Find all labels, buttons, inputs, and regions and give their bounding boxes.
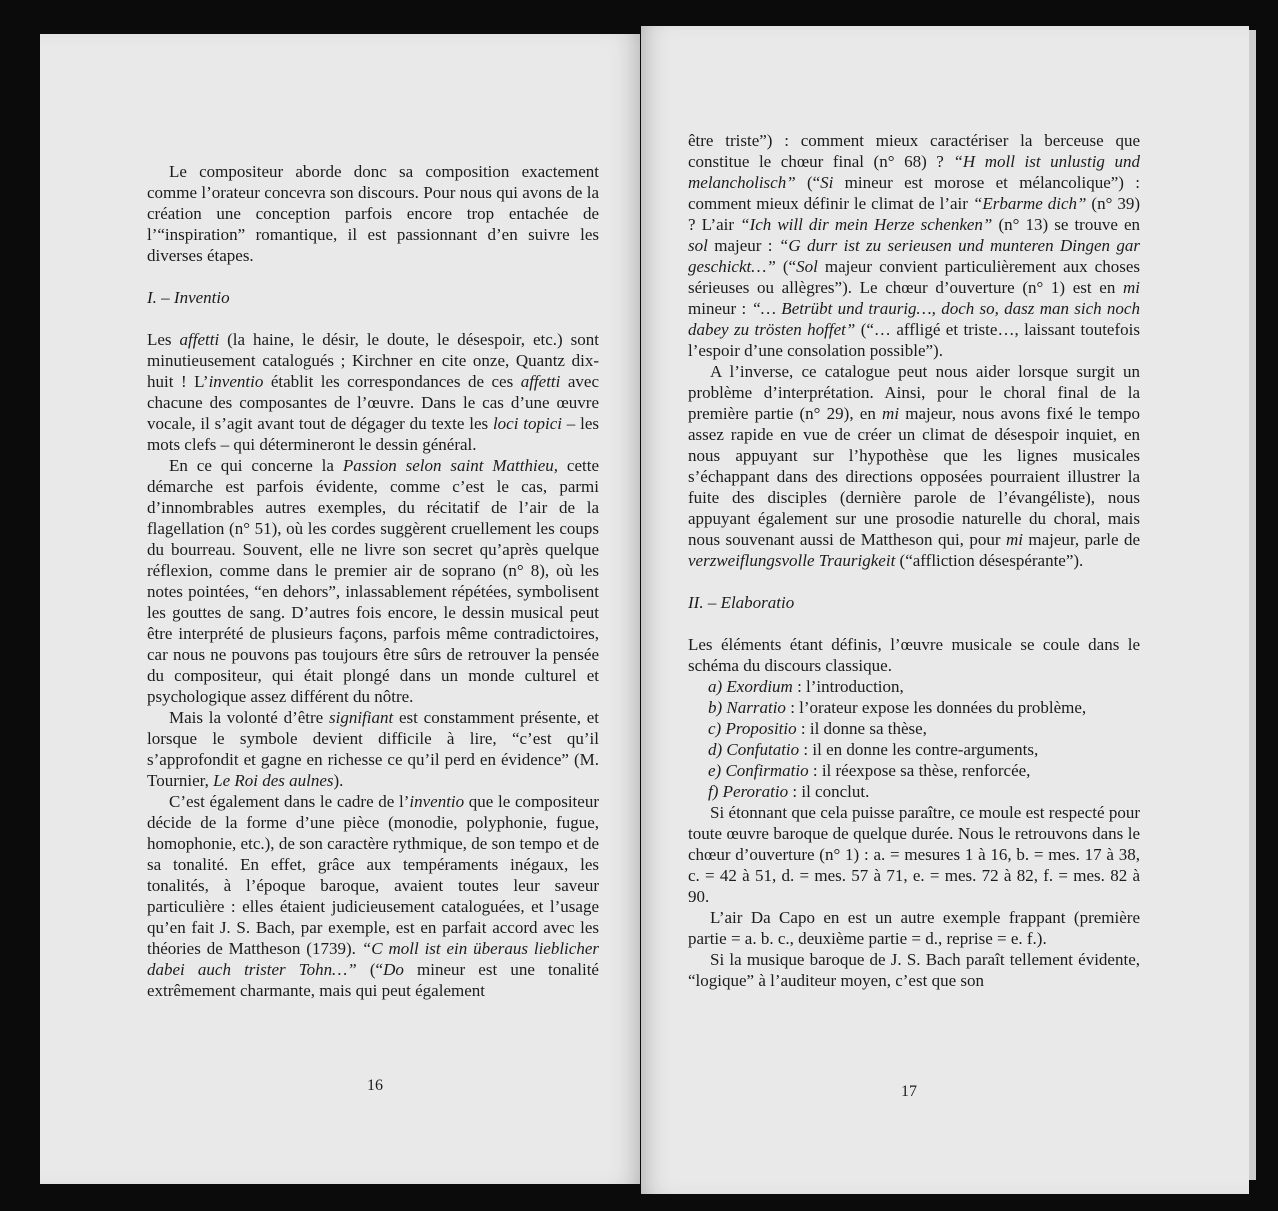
page-edge [1248, 30, 1256, 1180]
list-item: d) Confutatio : il en donne les contre-arguments, [708, 740, 1039, 759]
section-title-elaboratio: II. – Elaboratio [688, 593, 795, 612]
rhetoric-list [688, 676, 1140, 802]
section-title-inventio: I. – Inventio [147, 288, 230, 307]
right-page [641, 26, 1249, 1194]
paragraph: Si la musique baroque de J. S. Bach paraît tellement évidente, “logique” à l’auditeur moyen, c’est que son [688, 950, 1140, 990]
list-item: c) Propositio : il donne sa thèse, [708, 719, 927, 738]
paragraph: Le compositeur aborde donc sa composition exactement comme l’orateur concevra son discours. Pour nous qui avons de la création une conception parfois encore trop entachée de l’“inspiration” romantique, il est passionnant d’en suivre les diverses étapes. [147, 162, 599, 265]
paragraph: L’air Da Capo en est un autre exemple frappant (première partie = a. b. c., deuxième partie = d., reprise = e. f.). [688, 908, 1140, 948]
paragraph: Mais la volonté d’être signifiant est constamment présente, et lorsque le symbole devient difficile à lire, “c’est qu’il s’approfondit et gagne en richesse ce qu’il perd en évidence” (M. Tournier, Le Roi des aulnes). [147, 708, 599, 790]
paragraph: Les affetti (la haine, le désir, le doute, le désespoir, etc.) sont minutieusement catalogués ; Kirchner en cite onze, Quantz dix-huit ! L’inventio établit les correspondances de ces affetti avec chacune des composantes de l’œuvre. Dans le cas d’une œuvre vocale, il s’agit avant tout de dégager du texte les loci topici – les mots clefs – qui détermineront le dessin général. [147, 330, 600, 454]
paragraph: Les éléments étant définis, l’œuvre musicale se coule dans le schéma du discours classique. [688, 635, 1140, 675]
list-item: f) Peroratio : il conclut. [708, 782, 870, 801]
page-number: 16 [367, 1077, 383, 1094]
paragraph: A l’inverse, ce catalogue peut nous aider lorsque surgit un problème d’interprétation. Ainsi, pour le choral final de la première partie (n° 29), en mi majeur, nous avons fixé le tempo assez rapide en vue de créer un climat de désespoir inquiet, en nous appuyant sur l’hypothèse que les lignes musicales s’échappant dans des directions opposées pourraient illustrer la fuite des disciples (dernière parole de l’évangéliste), nous appuyant également sur une prosodie naturelle du choral, mais nous souvenant aussi de Mattheson qui, pour mi majeur, parle de verzweiflungsvolle Traurigkeit (“affliction désespérante”). [688, 362, 1140, 570]
paragraph: En ce qui concerne la Passion selon saint Matthieu, cette démarche est parfois évidente, comme c’est le cas, parmi d’innombrables autres exemples, du récitatif de l’air de la flagellation (n° 51), où les cordes suggèrent cruellement les coups du bourreau. Souvent, elle ne livre son secret qu’après quelque réflexion, comme dans le premier air de soprano (n° 8), où les notes pointées, “en dehors”, inlassablement répétées, symbolisent les gouttes de sang. D’autres fois encore, le dessin musical peut être interprété de plusieurs façons, parfois même contradictoires, car nous ne pouvons pas toujours être sûrs de retrouver la pensée du compositeur, qui était plongé dans un monde culturel et psychologique assez différent du nôtre. [147, 456, 599, 706]
paragraph: être triste”) : comment mieux caractériser la berceuse que constitue le chœur final (n° 68) ? “H moll ist unlustig und melancholisch” (“Si mineur est morose et mélancolique”) : comment mieux définir le climat de l’air “Erbarme dich” (n° 39) ? L’air “Ich will dir mein Herze schenken” (n° 13) se trouve en sol majeur : “G durr ist zu serieusen und munteren Dingen gar geschickt…” (“Sol majeur convient particulièrement aux choses sérieuses ou allègres”). Le chœur d’ouverture (n° 1) est en mi mineur : “… Betrübt und traurig…, doch so, dasz man sich noch dabey zu trösten hoffet” (“… affligé et triste…, laissant toutefois l’espoir d’une consolation possible”). [688, 131, 1141, 360]
paragraph: Si étonnant que cela puisse paraître, ce moule est respecté pour toute œuvre baroque de quelque durée. Nous le retrouvons dans le chœur d’ouverture (n° 1) : a. = mesures 1 à 16, b. = mes. 17 à 38, c. = 42 à 51, d. = mes. 57 à 71, e. = mes. 72 à 82, f. = mes. 82 à 90. [688, 803, 1140, 906]
page-number: 17 [901, 1083, 917, 1100]
list-item: b) Narratio : l’orateur expose les données du problème, [708, 698, 1087, 717]
paragraph: C’est également dans le cadre de l’inventio que le compositeur décide de la forme d’une pièce (monodie, polyphonie, fugue, homophonie, etc.), de son caractère rythmique, de son tempo et de sa tonalité. En effet, grâce aux tempéraments inégaux, les tonalités, à l’époque baroque, avaient toutes leur saveur particulière : elles étaient judicieusement cataloguées, et l’usage qu’en fait J. S. Bach, par exemple, est en parfait accord avec les théories de Mattheson (1739). “C moll ist ein überaus lieblicher dabei auch trister Tohn…” (“Do mineur est une tonalité extrêmement charmante, mais qui peut également [147, 792, 599, 1000]
left-text-column [147, 161, 599, 1001]
list-item: a) Exordium : l’introduction, [708, 677, 904, 696]
right-text-column [688, 130, 1140, 991]
left-page [40, 34, 640, 1184]
list-item: e) Confirmatio : il réexpose sa thèse, renforcée, [708, 761, 1031, 780]
